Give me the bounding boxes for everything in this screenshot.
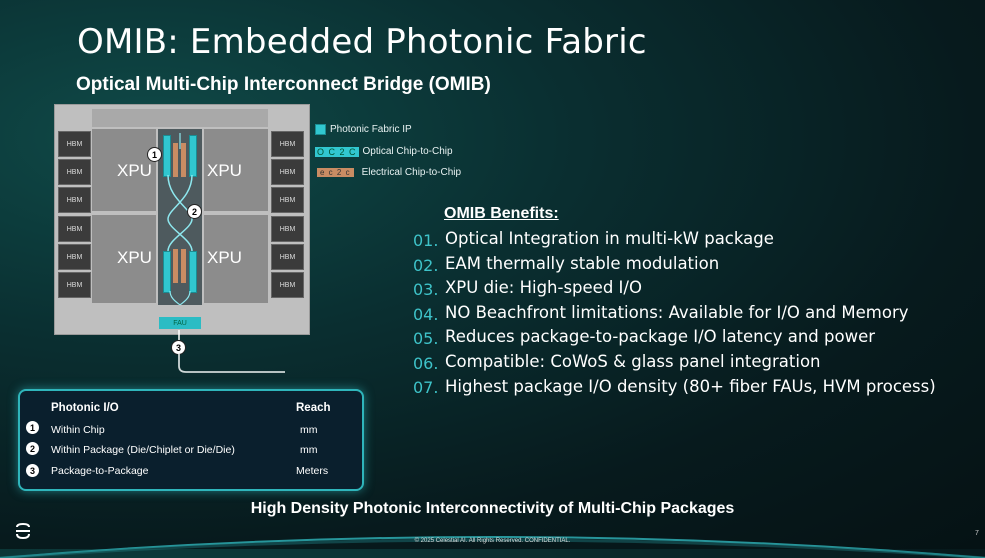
callout-1-badge: 1 xyxy=(147,147,162,162)
hbm-block: HBM xyxy=(271,244,304,270)
xpu-label: XPU xyxy=(117,161,152,180)
hbm-block: HBM xyxy=(58,187,91,213)
benefit-number: 06. xyxy=(413,353,439,373)
io-row-badge: 3 xyxy=(26,464,39,477)
benefits-numbers xyxy=(413,229,438,401)
benefits-heading: OMIB Benefits: xyxy=(444,205,559,222)
hbm-block: HBM xyxy=(271,159,304,185)
legend-label: Photonic Fabric IP xyxy=(330,124,412,135)
benefits-list xyxy=(445,227,936,399)
optical-swatch: O C 2 C xyxy=(317,146,357,157)
io-row-badge: 2 xyxy=(26,442,39,455)
legend-label: Optical Chip-to-Chip xyxy=(362,146,453,157)
benefit-item: Highest package I/O density (80+ fiber FAUs, HVM process) xyxy=(445,376,936,396)
hbm-block: HBM xyxy=(271,272,304,298)
io-col-header: Photonic I/O xyxy=(51,402,119,414)
fiber-line xyxy=(170,330,290,380)
benefit-item: EAM thermally stable modulation xyxy=(445,253,720,273)
hbm-block: HBM xyxy=(58,244,91,270)
benefit-item: XPU die: High-speed I/O xyxy=(445,278,642,298)
slide-subtitle: Optical Multi-Chip Interconnect Bridge (OMIB) xyxy=(76,74,491,95)
photonic-fabric-swatch xyxy=(315,124,326,135)
footer-title: High Density Photonic Interconnectivity of Multi-Chip Packages xyxy=(250,500,735,517)
io-row-label: Package-to-Package xyxy=(51,465,149,477)
benefit-item: NO Beachfront limitations: Available for I/O and Memory xyxy=(445,302,909,322)
benefit-number: 02. xyxy=(413,255,439,275)
io-row-reach: mm xyxy=(300,424,318,436)
hbm-block: HBM xyxy=(271,187,304,213)
io-row-label: Within Package (Die/Chiplet or Die/Die) xyxy=(51,444,235,456)
benefit-number: 04. xyxy=(413,304,439,324)
hbm-block: HBM xyxy=(58,272,91,298)
xpu-label: XPU xyxy=(207,248,242,267)
xpu-label: XPU xyxy=(117,248,152,267)
electrical-swatch: e c 2 c xyxy=(317,168,354,177)
package-top-strip xyxy=(92,109,268,127)
callout-3-badge: 3 xyxy=(171,340,186,355)
legend-optical-c2c xyxy=(315,146,453,157)
hbm-block: HBM xyxy=(58,216,91,242)
hbm-block: HBM xyxy=(271,131,304,157)
benefit-item: Compatible: CoWoS & glass panel integration xyxy=(445,351,821,371)
hbm-block: HBM xyxy=(58,131,91,157)
photonic-io-table xyxy=(18,389,364,491)
io-row-reach: mm xyxy=(300,444,318,456)
fau-block: FAU xyxy=(159,317,201,329)
callout-2-badge: 2 xyxy=(187,204,202,219)
benefit-number: 05. xyxy=(413,329,439,348)
hbm-block: HBM xyxy=(58,159,91,185)
io-row-reach: Meters xyxy=(296,465,329,477)
legend-label: Electrical Chip-to-Chip xyxy=(361,167,462,178)
benefit-number: 03. xyxy=(413,280,439,299)
legend-electrical-c2c xyxy=(317,167,461,178)
legend-photonic-fabric xyxy=(315,124,412,135)
hbm-block: HBM xyxy=(271,216,304,242)
benefit-item: Optical Integration in multi-kW package xyxy=(445,229,774,248)
io-row-label: Within Chip xyxy=(51,424,105,436)
reach-col-header: Reach xyxy=(296,402,331,414)
page-number: 7 xyxy=(975,530,979,537)
benefit-number: 01. xyxy=(413,231,439,250)
benefit-number: 07. xyxy=(413,378,439,397)
slide-title: OMIB: Embedded Photonic Fabric xyxy=(77,22,647,62)
package-diagram xyxy=(54,104,310,335)
xpu-label: XPU xyxy=(207,161,242,180)
copyright-notice: © 2025 Celestial AI. All Rights Reserved. CONFIDENTIAL. xyxy=(414,538,571,544)
io-row-badge: 1 xyxy=(26,421,39,434)
benefit-item: Reduces package-to-package I/O latency and power xyxy=(445,327,876,347)
